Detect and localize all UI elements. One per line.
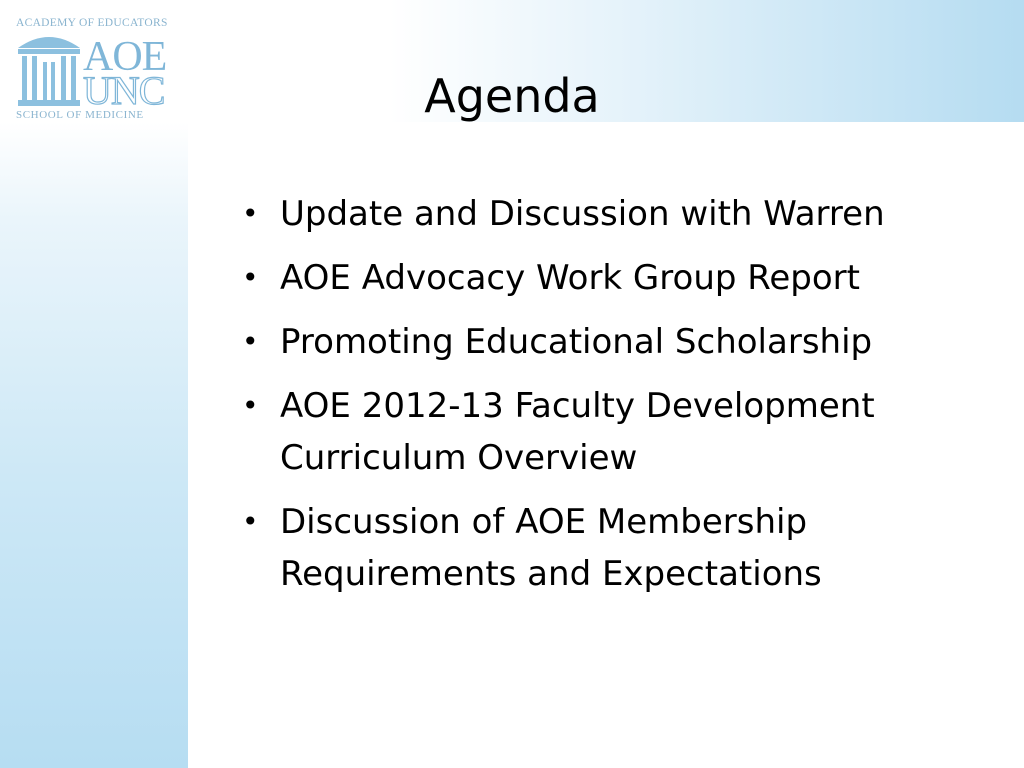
agenda-item xyxy=(240,380,970,484)
agenda-item-text: Update and Discussion with Warren xyxy=(280,194,885,234)
slide-title: Agenda xyxy=(424,69,600,123)
agenda-item xyxy=(240,496,970,600)
agenda-item-text: Requirements and Expectations xyxy=(280,554,822,594)
bullet-icon: • xyxy=(242,505,259,538)
bullet-icon: • xyxy=(242,261,259,294)
agenda-item-text: Discussion of AOE Membership xyxy=(280,502,808,542)
logo-mark-aoe: AOE xyxy=(83,34,167,80)
agenda-item-text: AOE 2012-13 Faculty Development xyxy=(280,386,875,426)
agenda-item-text: Curriculum Overview xyxy=(280,438,638,478)
agenda-item xyxy=(240,252,970,304)
agenda-list xyxy=(240,188,970,612)
aoe-unc-logo xyxy=(16,12,192,122)
bullet-icon: • xyxy=(242,325,259,358)
bullet-icon: • xyxy=(242,197,259,230)
bullet-icon: • xyxy=(242,389,259,422)
logo-mark-unc: UNC xyxy=(83,68,165,113)
agenda-item-text: AOE Advocacy Work Group Report xyxy=(280,258,860,298)
agenda-item-text: Promoting Educational Scholarship xyxy=(280,322,873,362)
agenda-item xyxy=(240,316,970,368)
logo-top-text: ACADEMY OF EDUCATORS xyxy=(16,17,168,29)
old-well-icon xyxy=(18,37,80,106)
logo-bottom-text: SCHOOL OF MEDICINE xyxy=(16,109,144,121)
sidebar-background-band xyxy=(0,122,188,768)
agenda-item xyxy=(240,188,970,240)
